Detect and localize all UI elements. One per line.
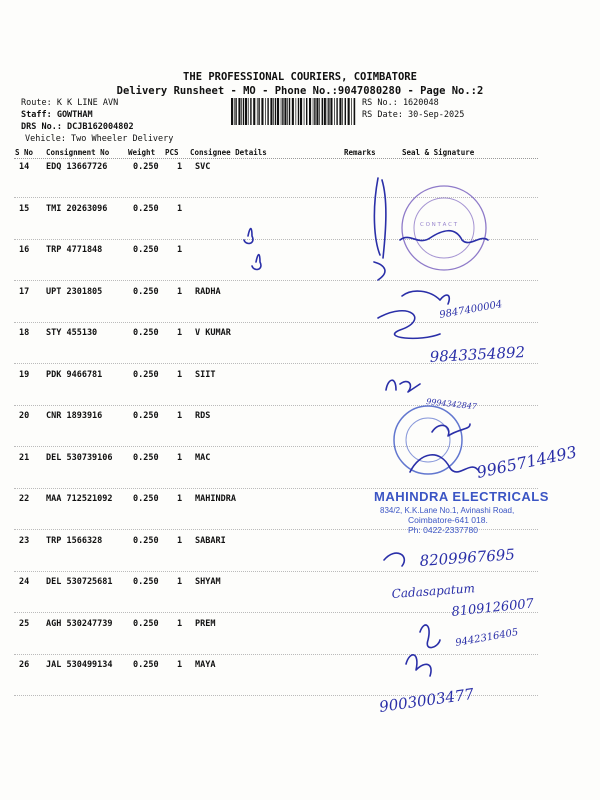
row-consignee: RADHA [195, 286, 221, 297]
row-consignment: CNR 1893916 [46, 411, 103, 421]
row-consignment: STY 455130 [46, 328, 98, 338]
row-consignee: MAC [195, 452, 211, 463]
col-consignee: Consignee Details [190, 148, 267, 157]
row-pcs: 1 [177, 452, 183, 463]
row-pcs: 1 [177, 494, 183, 504]
svg-text:C O N T A C T: C O N T A C T [420, 222, 458, 228]
row-consignment: TRP 1566328 [46, 535, 103, 546]
handwritten-phone-7: 9442316405 [454, 627, 520, 649]
rs-number: RS No.: 1620048 [362, 98, 439, 108]
row-pcs: 1 [177, 535, 183, 546]
col-seal-signature: Seal & Signature [402, 148, 475, 157]
row-pcs: 1 [177, 162, 183, 172]
row-consignment: JAL 530499134 [46, 660, 113, 670]
row-consignee: RDS [195, 411, 211, 421]
handwritten-phone-1: 9847400004 [438, 299, 504, 321]
row-consignee: MAYA [195, 660, 216, 670]
row-sno: 18 [19, 328, 30, 338]
col-remarks: Remarks [344, 148, 376, 157]
row-sno: 15 [19, 203, 30, 214]
row-pcs: 1 [177, 245, 183, 255]
row-weight: 0.250 [133, 494, 159, 504]
row-consignment: UPT 2301805 [46, 286, 103, 297]
row-weight: 0.250 [133, 162, 159, 172]
stamp-name: MAHINDRA ELECTRICALS [374, 489, 549, 504]
row-weight: 0.250 [133, 411, 159, 421]
row-sno: 21 [19, 452, 30, 463]
row-pcs: 1 [177, 328, 183, 338]
row-consignment: PDK 9466781 [46, 369, 103, 380]
row-sno: 26 [19, 660, 30, 670]
handwritten-phone-4: 9965714493 [474, 442, 579, 482]
row-sno: 17 [19, 286, 30, 297]
rs-date: RS Date: 30-Sep-2025 [362, 110, 465, 120]
row-consignee: SVC [195, 162, 211, 172]
row-weight: 0.250 [133, 577, 159, 587]
vehicle-label: Vehicle: Two Wheeler Delivery [25, 134, 174, 144]
row-sno: 23 [19, 535, 30, 546]
row-consignment: TMI 20263096 [46, 203, 108, 214]
stamp-phone: Ph: 0422-2337780 [408, 525, 478, 535]
row-weight: 0.250 [133, 328, 159, 338]
row-pcs: 1 [177, 286, 183, 297]
handwritten-phone-3: 9994342847 [425, 397, 478, 412]
row-consignee: PREM [195, 618, 216, 629]
row-consignment: EDQ 13667726 [46, 162, 108, 172]
row-sno: 20 [19, 411, 30, 421]
row-weight: 0.250 [133, 452, 159, 463]
row-consignee: MAHINDRA [195, 494, 236, 504]
row-consignee: SHYAM [195, 577, 221, 587]
row-consignment: DEL 530725681 [46, 577, 113, 587]
row-sno: 25 [19, 618, 30, 629]
runsheet-title: Delivery Runsheet - MO - Phone No.:9047080280 - Page No.:2 [116, 85, 484, 97]
handwritten-phone-5: 8209967695 [419, 545, 516, 570]
company-title: THE PROFESSIONAL COURIERS, COIMBATORE [183, 71, 417, 83]
row-weight: 0.250 [133, 660, 159, 670]
row-pcs: 1 [177, 411, 183, 421]
row-consignment: TRP 4771848 [46, 245, 103, 255]
row-sno: 19 [19, 369, 30, 380]
handwritten-phone-2: 9843354892 [429, 343, 526, 366]
col-weight: Weight [128, 148, 156, 157]
stamp-address: 834/2, K.K.Lane No.1, Avinashi Road, [380, 506, 515, 515]
col-consignment: Consignment No [46, 148, 110, 157]
row-weight: 0.250 [133, 203, 159, 214]
row-sno: 16 [19, 245, 30, 255]
handwritten-phone-8: 9003003477 [378, 684, 476, 716]
staff-label: Staff: GOWTHAM [21, 110, 93, 120]
row-sno: 24 [19, 577, 30, 587]
row-consignment: MAA 712521092 [46, 494, 113, 504]
row-pcs: 1 [177, 203, 183, 214]
row-pcs: 1 [177, 577, 183, 587]
signature-stroke-icon [406, 655, 431, 676]
row-consignee: SABARI [195, 535, 226, 546]
row-weight: 0.250 [133, 618, 159, 629]
row-sno: 22 [19, 494, 30, 504]
row-consignment: DEL 530739106 [46, 452, 113, 463]
handwritten-phone-6: 8109126007 [450, 596, 535, 620]
handwritten-signature: Cadasapatum [391, 581, 476, 601]
signature-stroke-icon [420, 625, 440, 648]
row-pcs: 1 [177, 369, 183, 380]
drs-number: DRS No.: DCJB162004802 [21, 122, 134, 132]
row-consignee: V KUMAR [195, 328, 231, 338]
row-pcs: 1 [177, 618, 183, 629]
signature-stroke-icon [384, 553, 404, 566]
row-consignee: SIIT [195, 369, 216, 380]
col-pcs: PCS [165, 148, 179, 157]
row-sno: 14 [19, 162, 30, 172]
row-weight: 0.250 [133, 369, 159, 380]
col-sno: S No [15, 148, 34, 157]
stamp-city: Coimbatore-641 018. [408, 515, 488, 525]
row-pcs: 1 [177, 660, 183, 670]
row-weight: 0.250 [133, 286, 159, 297]
route-label: Route: K K LINE AVN [21, 98, 119, 108]
row-consignment: AGH 530247739 [46, 618, 113, 629]
row-weight: 0.250 [133, 535, 159, 546]
row-weight: 0.250 [133, 245, 159, 255]
